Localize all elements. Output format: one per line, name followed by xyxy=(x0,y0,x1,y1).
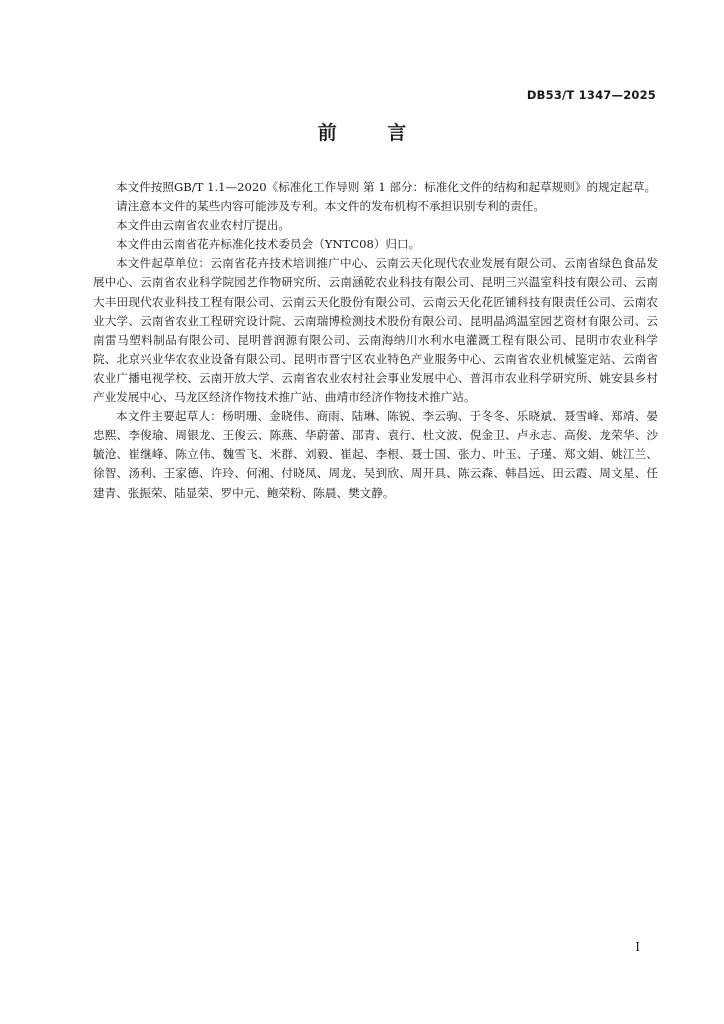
paragraph-proposer: 本文件由云南省农业农村厅提出。 xyxy=(116,218,290,233)
paragraph-drafting-units: 本文件起草单位：云南省花卉技术培训推广中心、云南云天化现代农业发展有限公司、云南省绿色食品发展中心、云南省农业科学院园艺作物研究所、云南涵乾农业科技有限公司、昆明三兴温室科技有限公司、云南大丰田现代农业科技工程有限公司、云南云天化股份有限公司、云南云天化花匠铺科技有限责任公司、云南农业大学、云南省农业工程研究设计院、云南瑞博检测技术股份有限公司、昆明晶鸿温室园艺资材有限公司、云南雷马塑料制品有限公司、昆明普润源有限公司、云南海纳川水利水电灌溉工程有限公司、昆明市农业科学院、北京兴业华农农业设备有限公司、昆明市晋宁区农业特色产业服务中心、云南省农业机械鉴定站、云南省农业广播电视学校、云南开放大学、云南省农业农村社会事业发展中心、普洱市农业科学研究所、姚安县乡村产业发展中心、马龙区经济作物技术推广站、曲靖市经济作物技术推广站。 xyxy=(93,256,658,405)
paragraph-patent-notice: 请注意本文件的某些内容可能涉及专利。本文件的发布机构不承担识别专利的责任。 xyxy=(116,199,545,214)
paragraph-drafting-rules: 本文件按照GB/T 1.1—2020《标准化工作导则 第 1 部分：标准化文件的结构和起草规则》的规定起草。 xyxy=(116,180,657,194)
foreword-body xyxy=(93,178,658,503)
paragraph-drafters: 本文件主要起草人：杨明珊、金晓伟、商雨、陆琳、陈锐、李云驹、于冬冬、乐晓斌、聂雪峰、郑靖、晏忠熙、李俊瑜、周银龙、王俊云、陈燕、华蔚蕾、邵青、袁行、杜文波、倪金卫、卢永志、高俊、龙荣华、沙毓沧、崔继峰、陈立伟、魏雪飞、米群、刘毅、崔起、李根、聂士国、张力、叶玉、子瑾、郑文娟、姚江兰、徐智、汤利、王家德、许玲、何湘、付晓凤、周龙、吴到欣、周开具、陈云森、韩昌远、田云霞、周文星、任建青、张振荣、陆显荣、罗中元、鲍荣粉、陈晨、樊文静。 xyxy=(93,409,658,500)
paragraph-committee: 本文件由云南省花卉标准化技术委员会（YNTC08）归口。 xyxy=(116,237,421,252)
standard-code: DB53/T 1347—2025 xyxy=(526,88,656,102)
page-title: 前 言 xyxy=(317,122,429,144)
page-number: I xyxy=(635,940,640,954)
